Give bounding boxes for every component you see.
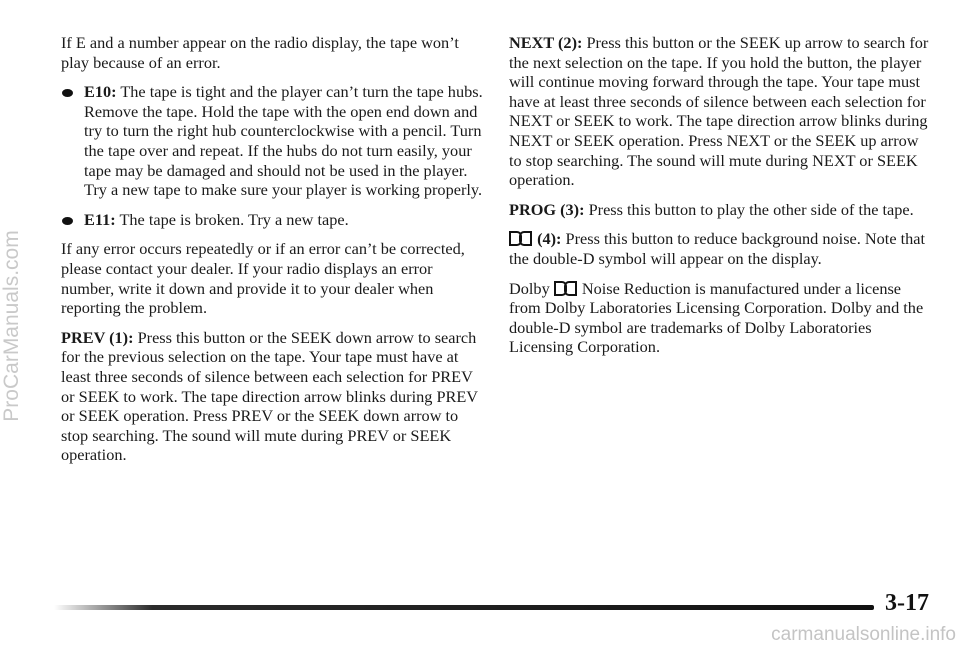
dolby-button-term: (4): [537,229,562,249]
prev-paragraph [61,328,485,465]
side-watermark-text: ProCarManuals.com [0,230,23,422]
bullet-icon [62,217,73,225]
error-e11-text: The tape is broken. Try a new tape. [115,209,349,229]
dolby-double-d-icon [554,281,576,295]
next-text: Press this button or the SEEK up arrow to search for the next selection on the tape. If you hold the button, the player will continue moving forward through the tape. Your tape must have at least three seconds of silence between each selection for NEXT or SEEK to work. The tape direction arrow blinks during NEXT or SEEK operation. Press NEXT or the SEEK up arrow to stop searching. The sound will mute during NEXT or SEEK operation. [509,33,929,190]
dolby-notice-text: Noise Reduction is manufactured under a license from Dolby Laboratories Licensing Corporation. Dolby and the double-D symbol are trademarks of Dolby Laboratories Licensing Corporation. [509,278,924,357]
error-e11-item [61,210,485,230]
next-term: NEXT (2): [509,33,583,52]
dolby-double-d-icon [509,231,531,245]
repeat-error-paragraph: If any error occurs repeatedly or if an error can’t be corrected, please contact your dealer. If your radio displays an error number, write it down and provide it to your dealer when reporting the problem. [61,239,465,318]
error-e11-term: E11: [84,209,116,229]
error-e10-term: E10: [84,82,117,102]
prog-paragraph [509,200,934,220]
error-intro-paragraph: If E and a number appear on the radio display, the tape won’t play because of an error. [61,33,459,72]
page-number: 3-17 [885,590,929,616]
dolby-button-text: Press this button to reduce background noise. Note that the double-D symbol will appear on the display. [509,229,926,268]
prog-term: PROG (3): [509,199,585,219]
error-e10-text: The tape is tight and the player can’t turn the tape hubs. Remove the tape. Hold the tape with the open end down and try to turn the right hub counterclockwise with a pencil. Turn the tape over and repeat. If the hubs do not turn easily, your tape may be damaged and should not be used in the player. Try a new tape to make sure your player is working properly. [84,82,483,200]
bottom-watermark: carmanualsonline.info [771,624,956,645]
next-paragraph [509,33,934,190]
prev-term: PREV (1): [61,327,134,347]
prev-text: Press this button or the SEEK down arrow to search for the previous selection on the tape. Your tape must have at least three seconds of silence between each selection for PREV or SEEK to work. The tape direction arrow blinks during PREV or SEEK operation. Press PREV or the SEEK down arrow to stop searching. The sound will mute during PREV or SEEK operation. [61,327,478,465]
dolby-notice-prefix: Dolby [509,278,554,298]
bullet-icon [62,89,73,97]
right-column [509,33,934,367]
error-e10-item [61,82,485,200]
prog-text: Press this button to play the other side of the tape. [584,199,914,219]
left-column [61,33,485,475]
footer-rule [54,605,874,610]
dolby-button-paragraph [509,229,934,268]
dolby-notice-paragraph [509,279,934,357]
side-watermark [0,230,24,422]
